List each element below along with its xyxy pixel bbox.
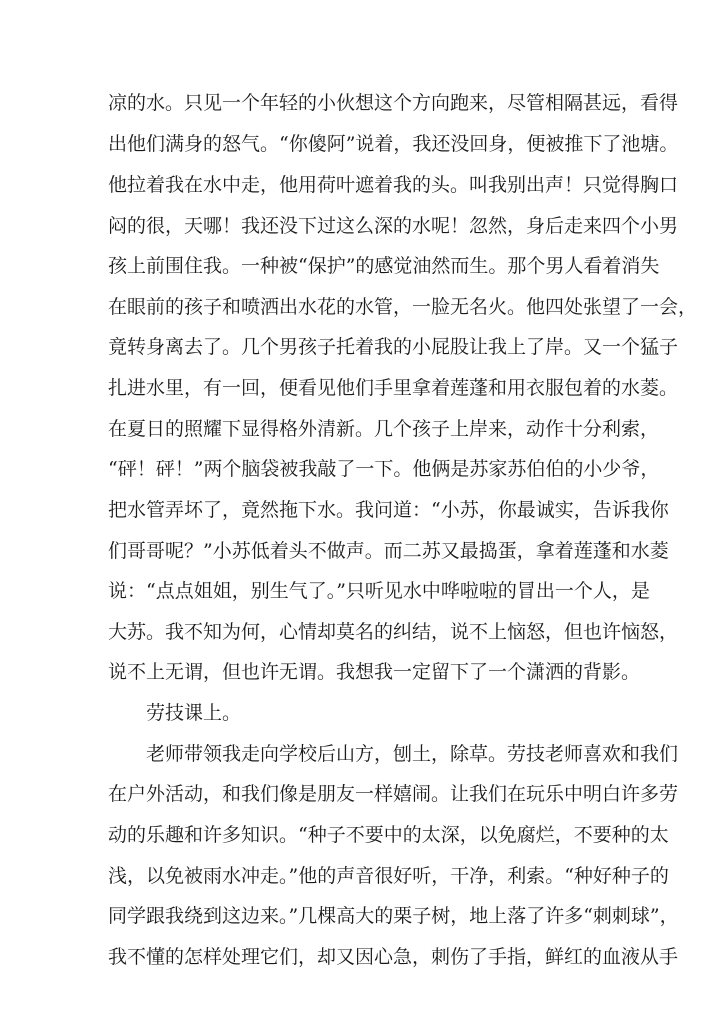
text-line: 说不上无谓，但也许无谓。我想我一定留下了一个潇洒的背影。 [108, 661, 641, 683]
text-line: 我不懂的怎样处理它们，却又因心急，刺伤了手指，鲜红的血液从手 [108, 946, 679, 968]
text-line: 大苏。我不知为何，心情却莫名的纠结，说不上恼怒，但也许恼怒， [108, 621, 679, 643]
text-line: 凉的水。只见一个年轻的小伙想这个方向跑来，尽管相隔甚远，看得 [108, 92, 679, 114]
text-line: 出他们满身的怒气。“你傻阿”说着，我还没回身，便被推下了池塘。 [108, 133, 679, 155]
text-line: 浅，以免被雨水冲走。”他的声音很好听，干净，利索。“种好种子的 [108, 865, 669, 887]
text-line: 同学跟我绕到这边来。”几棵高大的栗子树，地上落了许多“刺刺球”， [108, 905, 679, 927]
text-line: 在眼前的孩子和喷洒出水花的水管，一脸无名火。他四处张望了一会， [108, 296, 698, 318]
text-line: 闷的很，天哪！我还没下过这么深的水呢！忽然，身后走来四个小男 [108, 215, 679, 237]
text-line: “砰！砰！”两个脑袋被我敲了一下。他俩是苏家苏伯伯的小少爷， [108, 458, 660, 480]
text-line: 孩上前围住我。一种被“保护”的感觉油然而生。那个男人看着消失 [108, 255, 660, 277]
text-line: 扎进水里，有一回，便看见他们手里拿着莲蓬和用衣服包着的水菱。 [108, 377, 679, 399]
text-line: 们哥哥呢？”小苏低着头不做声。而二苏又最捣蛋，拿着莲蓬和水菱 [108, 540, 669, 562]
text-line: 把水管弄坏了，竟然拖下水。我问道：“小苏，你最诚实，告诉我你 [108, 499, 669, 521]
text-line: 在户外活动，和我们像是朋友一样嬉闹。让我们在玩乐中明白许多劳 [108, 783, 679, 805]
text-line: 他拉着我在水中走，他用荷叶遮着我的头。叫我别出声！只觉得胸口 [108, 174, 679, 196]
text-line: 说：“点点姐姐，别生气了。”只听见水中哗啦啦的冒出一个人，是 [108, 580, 650, 602]
section-heading: 劳技课上。 [146, 702, 242, 724]
text-line: 老师带领我走向学校后山方，刨土，除草。劳技老师喜欢和我们 [146, 743, 679, 765]
text-line: 竟转身离去了。几个男孩子托着我的小屁股让我上了岸。又一个猛子 [108, 336, 679, 358]
text-line: 动的乐趣和许多知识。“种子不要中的太深，以免腐烂，不要种的太 [108, 824, 669, 846]
text-line: 在夏日的照耀下显得格外清新。几个孩子上岸来，动作十分利索， [108, 418, 660, 440]
